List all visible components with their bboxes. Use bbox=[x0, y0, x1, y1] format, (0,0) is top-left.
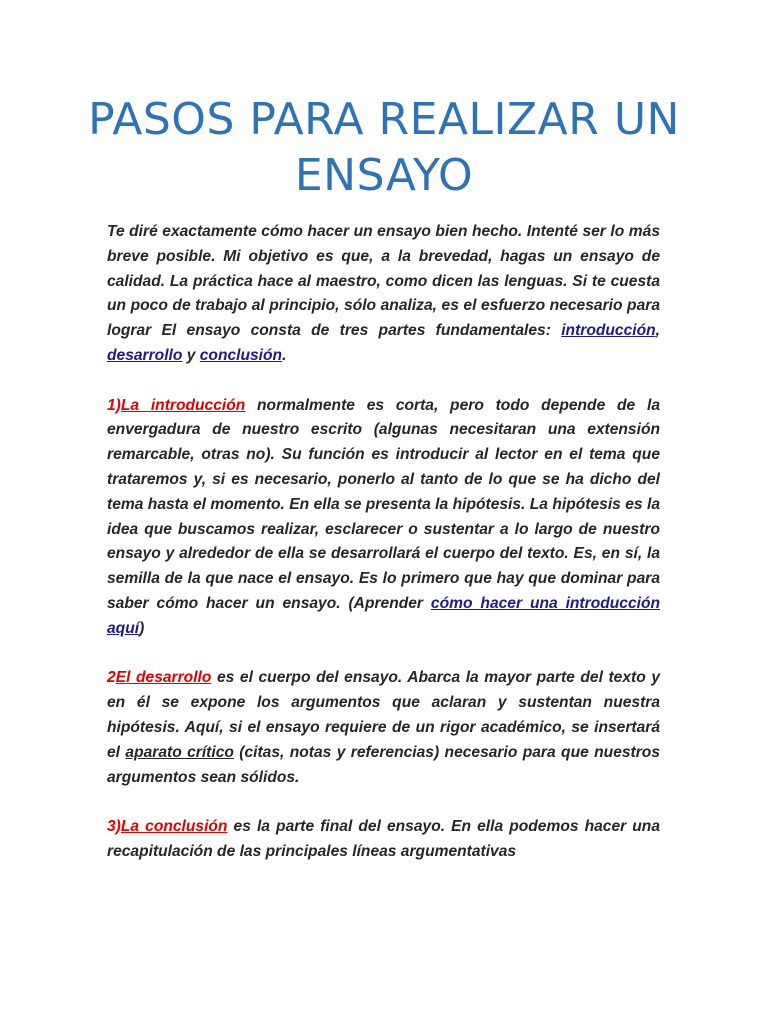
intro-paragraph bbox=[107, 220, 660, 369]
link-desarrollo[interactable]: desarrollo bbox=[107, 346, 183, 364]
document-title: PASOS PARA REALIZAR UN ENSAYO bbox=[88, 94, 680, 201]
section-1-end: ) bbox=[139, 619, 145, 637]
intro-end: . bbox=[282, 346, 287, 364]
intro-separator-2: y bbox=[182, 346, 200, 364]
section-2-text: es el cuerpo del ensayo. Abarca la mayor parte del texto y en él se expone los argumentos que aclaran y sustentan nuestra hipótesis. Aquí, si el ensayo requiere de un rigor académico, se insertará el bbox=[107, 669, 661, 761]
section-3-text: es la parte final del ensayo. En ella podemos hacer una recapitulación de las principales líneas argumentativas bbox=[107, 818, 660, 860]
link-introduccion[interactable]: introducción bbox=[561, 322, 656, 340]
section-1-text: normalmente es corta, pero todo depende de la envergadura de nuestro escrito (algunas necesitaran una extensión remarcable, otras no). Su función es introducir al lector en el tema que trataremos y, si es necesario, ponerlo al tanto de lo que se ha dicho del tema hasta el momento. En ella se presenta la hipótesis. La hipótesis es la idea que buscamos realizar, esclarecer o sustentar a lo largo de nuestro ensayo y alrededor de ella se desarrollará el cuerpo del texto. Es, en sí, la semilla de la que nace el ensayo. Es lo primero que hay que dominar para saber cómo hacer un ensayo. (Aprender bbox=[107, 396, 660, 612]
section-2-paragraph bbox=[107, 666, 660, 790]
section-3-paragraph bbox=[107, 815, 660, 865]
link-conclusion[interactable]: conclusión bbox=[199, 346, 283, 364]
section-3-number: 3) bbox=[107, 818, 121, 836]
section-1-number: 1) bbox=[107, 396, 121, 414]
intro-separator-1: , bbox=[655, 322, 660, 340]
link-como-hacer-introduccion[interactable]: cómo hacer una introducción aquí bbox=[107, 594, 660, 637]
section-2-heading-link[interactable]: El desarrollo bbox=[115, 669, 212, 687]
section-1-heading-link[interactable]: La introducción bbox=[120, 396, 246, 414]
link-aparato-critico[interactable]: aparato crítico bbox=[125, 743, 234, 761]
section-3-heading-link[interactable]: La conclusión bbox=[120, 818, 228, 836]
document-body bbox=[107, 220, 660, 890]
section-2-end: (citas, notas y referencias) necesario para que nuestros argumentos sean sólidos. bbox=[107, 743, 661, 786]
intro-text: Te diré exactamente cómo hacer un ensayo bien hecho. Intenté ser lo más breve posible. Mi objetivo es que, a la brevedad, hagas un ensayo de calidad. La práctica hace al maestro, como dicen las lenguas. Si te cuesta un poco de trabajo al principio, sólo analiza, es el esfuerzo necesario para lograr El ensayo consta de tres partes fundamentales: bbox=[107, 223, 660, 340]
section-1-paragraph bbox=[107, 394, 660, 642]
section-2-number: 2 bbox=[107, 669, 116, 687]
